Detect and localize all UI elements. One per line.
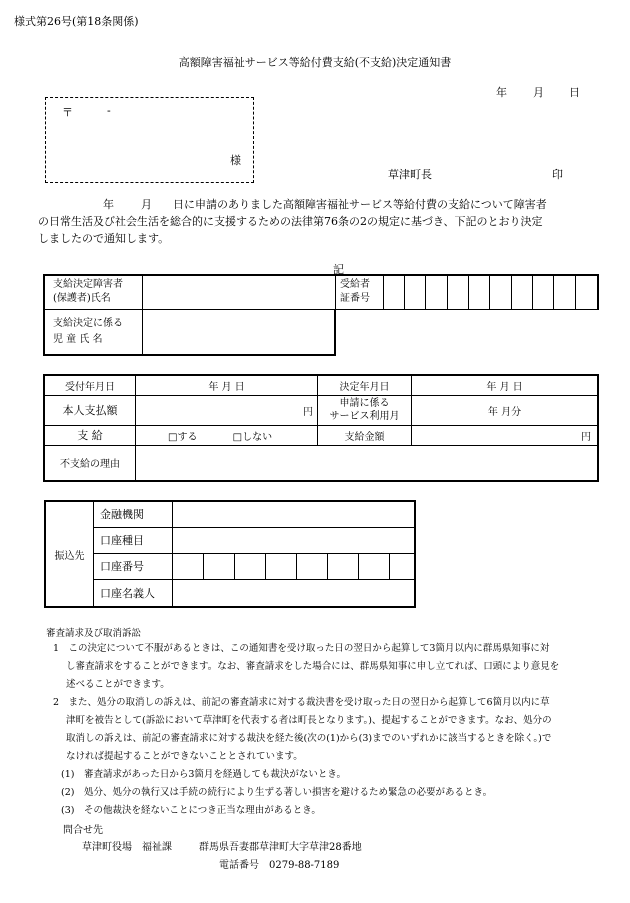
cert-digit-cell[interactable] (447, 275, 468, 309)
recipient-label-cell (44, 275, 143, 309)
notice-line: 1 この決定について不服があるときは、この通知書を受け取った日の翌日から起算して3箇月以内に群馬県知事に対 (53, 643, 550, 654)
intro-month: 月 (141, 198, 152, 211)
date-day: 日 (569, 86, 580, 99)
account-number-label: 口座番号 (94, 553, 173, 579)
child-label-1: 支給決定に係る (53, 317, 123, 329)
cert-digit-cell[interactable] (383, 275, 404, 309)
account-digit-cell[interactable] (204, 553, 235, 579)
cert-digit-cell[interactable] (490, 275, 511, 309)
notice-line: (1) 審査請求があった日から3箇月を経過しても裁決がないとき。 (61, 769, 347, 780)
cert-label-2: 証番号 (339, 293, 370, 305)
date-month: 月 (533, 86, 544, 99)
reason-field[interactable] (136, 445, 599, 481)
self-pay-label: 本人支払額 (44, 395, 136, 425)
decision-date-value[interactable]: 年 月 日 (412, 375, 599, 395)
amount-yen-unit: 円 (581, 431, 591, 443)
recipient-label-1: 支給決定障害者 (53, 279, 123, 291)
bank-field[interactable] (173, 501, 416, 527)
transfer-label: 振込先 (45, 501, 94, 607)
account-holder-label: 口座名義人 (94, 579, 173, 607)
postal-mark: 〒 (62, 106, 73, 119)
account-digit-cell[interactable] (390, 553, 416, 579)
service-month-value[interactable]: 年 月分 (412, 395, 599, 425)
intro-line1: 日に申請のありました高額障害福祉サービス等給付費の支給について障害者 (173, 198, 547, 211)
form-number: 様式第26号(第18条関係) (14, 15, 139, 28)
self-pay-field[interactable] (136, 395, 318, 425)
cert-label-1: 受給者 (339, 279, 370, 291)
honorific: 様 (230, 154, 241, 167)
reason-label: 不支給の理由 (44, 445, 136, 481)
child-label-2: 児 童 氏 名 (53, 333, 103, 345)
received-date-value[interactable]: 年 月 日 (136, 375, 318, 395)
contact-heading: 問合せ先 (63, 825, 103, 836)
ki-mark: 記 (333, 263, 344, 276)
payment-label: 支 給 (44, 425, 136, 445)
cert-digit-cell[interactable] (575, 275, 598, 309)
account-digit-cell[interactable] (328, 553, 359, 579)
notice-line: なければ提起することができないこととされています。 (66, 751, 303, 762)
cert-digit-cell[interactable] (405, 275, 426, 309)
notice-line: 津町を被告として(訴訟において草津町を代表する者は町長となります。)、提起することができます。なお、処分の (66, 715, 552, 726)
notice-heading: 審査請求及び取消訴訟 (46, 628, 142, 639)
amount-label: 支給金額 (318, 425, 412, 445)
account-holder-field[interactable] (173, 579, 416, 607)
cert-digit-cell[interactable] (511, 275, 532, 309)
bank-label: 金融機関 (94, 501, 173, 527)
recipient-name-field[interactable] (143, 275, 336, 309)
account-digit-cell[interactable] (297, 553, 328, 579)
child-label-cell (44, 309, 143, 355)
intro-line2: の日常生活及び社会生活を総合的に支援するための法律第76条の2の規定に基づき、下記のとおり決定 (38, 215, 543, 228)
intro-line3: しましたので通知します。 (38, 232, 170, 245)
account-type-field[interactable] (173, 527, 416, 553)
recipient-table (43, 274, 599, 356)
account-digit-cell[interactable] (235, 553, 266, 579)
option-yes[interactable]: □する (168, 431, 198, 443)
cert-digit-cell[interactable] (426, 275, 447, 309)
cert-digit-cell[interactable] (469, 275, 490, 309)
contact-office: 草津町役場 福祉課 (82, 842, 172, 853)
transfer-table (44, 500, 416, 608)
notice-line: (2) 処分、処分の執行又は手続の続行により生ずる著しい損害を避けるため緊急の必要があるとき。 (61, 787, 493, 798)
cert-label-cell (335, 275, 383, 309)
notice-line: 2 また、処分の取消しの訴えは、前記の審査請求に対する裁決書を受け取った日の翌日から起算して6箇月以内に草 (53, 697, 550, 708)
decision-date-label: 決定年月日 (318, 375, 412, 395)
account-digit-cell[interactable] (173, 553, 204, 579)
notice-line: 述べることができます。 (66, 679, 170, 690)
date-year: 年 (496, 86, 507, 99)
account-type-label: 口座種目 (94, 527, 173, 553)
received-date-label: 受付年月日 (44, 375, 136, 395)
cert-digit-cell[interactable] (554, 275, 575, 309)
notice-line: 取消しの訴えは、前記の審査請求に対する裁決を経た後(次の(1)から(3)までのいずれかに該当するときを除く。)で (66, 733, 552, 744)
amount-field[interactable] (412, 425, 599, 445)
issuer-name: 草津町長 (388, 168, 432, 181)
service-month-label-2: サービス利用月 (329, 411, 400, 422)
notice-line: (3) その他裁決を経ないことにつき正当な理由があるとき。 (61, 805, 321, 816)
contact-phone: 電話番号 0279-88-7189 (219, 860, 340, 871)
decision-table (43, 374, 599, 482)
payment-options (136, 425, 318, 445)
intro-year: 年 (103, 198, 114, 211)
service-month-label-1: 申請に係る (339, 398, 390, 409)
recipient-label-2: (保護者)氏名 (53, 293, 111, 305)
option-no[interactable]: □しない (232, 431, 273, 443)
contact-address: 群馬県吾妻郡草津町大字草津28番地 (199, 842, 362, 853)
yen-unit: 円 (303, 406, 313, 418)
seal-mark: 印 (552, 168, 563, 181)
address-box (45, 97, 254, 183)
service-month-label (318, 395, 412, 425)
postal-dash: - (107, 104, 111, 117)
document-title: 高額障害福祉サービス等給付費支給(不支給)決定通知書 (178, 56, 452, 69)
cert-digit-cell[interactable] (533, 275, 554, 309)
account-digit-cell[interactable] (359, 553, 390, 579)
notice-line: し審査請求をすることができます。なお、審査請求をした場合には、群馬県知事に申し立てれば、口頭により意見を (66, 661, 560, 672)
account-digit-cell[interactable] (266, 553, 297, 579)
child-name-field[interactable] (143, 309, 336, 355)
